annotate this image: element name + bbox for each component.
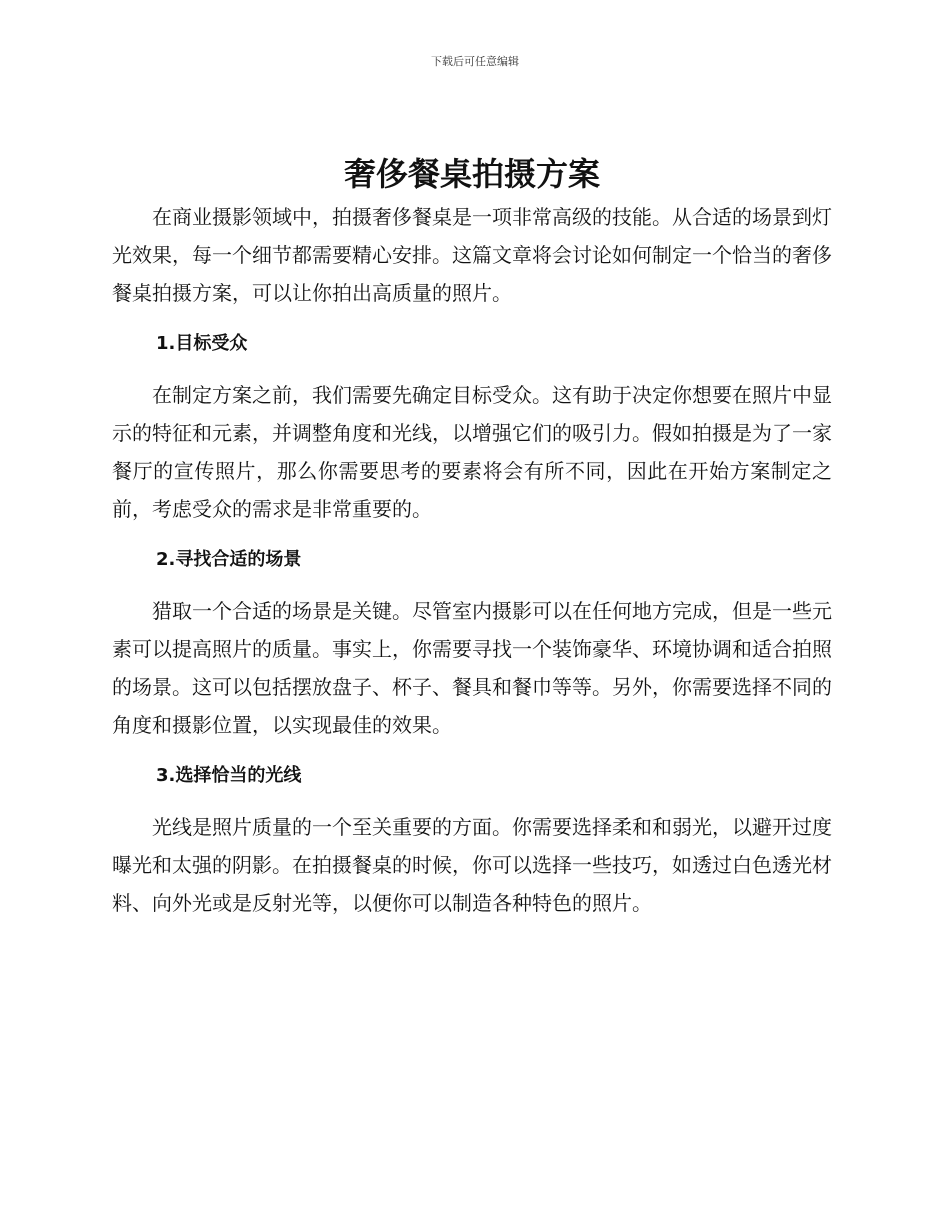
section-target-audience (112, 324, 832, 528)
section-heading: 1.目标受众 (156, 333, 248, 354)
section-paragraph: 在制定方案之前，我们需要先确定目标受众。这有助于决定你想要在照片中显示的特征和元素，并调整角度和光线，以增强它们的吸引力。假如拍摄是为了一家餐厅的宣传照片，那么你需要思考的要素将会有所不同，因此在开始方案制定之前，考虑受众的需求是非常重要的。 (112, 383, 832, 521)
intro-paragraph: 在商业摄影领域中，拍摄奢侈餐桌是一项非常高级的技能。从合适的场景到灯光效果，每一个细节都需要精心安排。这篇文章将会讨论如何制定一个恰当的奢侈餐桌拍摄方案，可以让你拍出高质量的照片。 (112, 205, 832, 305)
section-paragraph: 猎取一个合适的场景是关键。尽管室内摄影可以在任何地方完成，但是一些元素可以提高照片的质量。事实上，你需要寻找一个装饰豪华、环境协调和适合拍照的场景。这可以包括摆放盘子、杯子、餐具和餐巾等等。另外，你需要选择不同的角度和摄影位置，以实现最佳的效果。 (112, 599, 832, 737)
section-heading: 3.选择恰当的光线 (156, 765, 302, 786)
section-find-scene (112, 540, 832, 744)
section-paragraph: 光线是照片质量的一个至关重要的方面。你需要选择柔和和弱光，以避开过度曝光和太强的阴影。在拍摄餐桌的时候，你可以选择一些技巧，如透过白色透光材料、向外光或是反射光等，以便你可以制造各种特色的照片。 (112, 815, 832, 915)
header-note: 下载后可任意编辑 (431, 55, 519, 68)
document-body (112, 152, 832, 922)
section-choose-lighting (112, 756, 832, 922)
document-title: 奢侈餐桌拍摄方案 (343, 155, 600, 193)
section-heading: 2.寻找合适的场景 (156, 549, 302, 570)
